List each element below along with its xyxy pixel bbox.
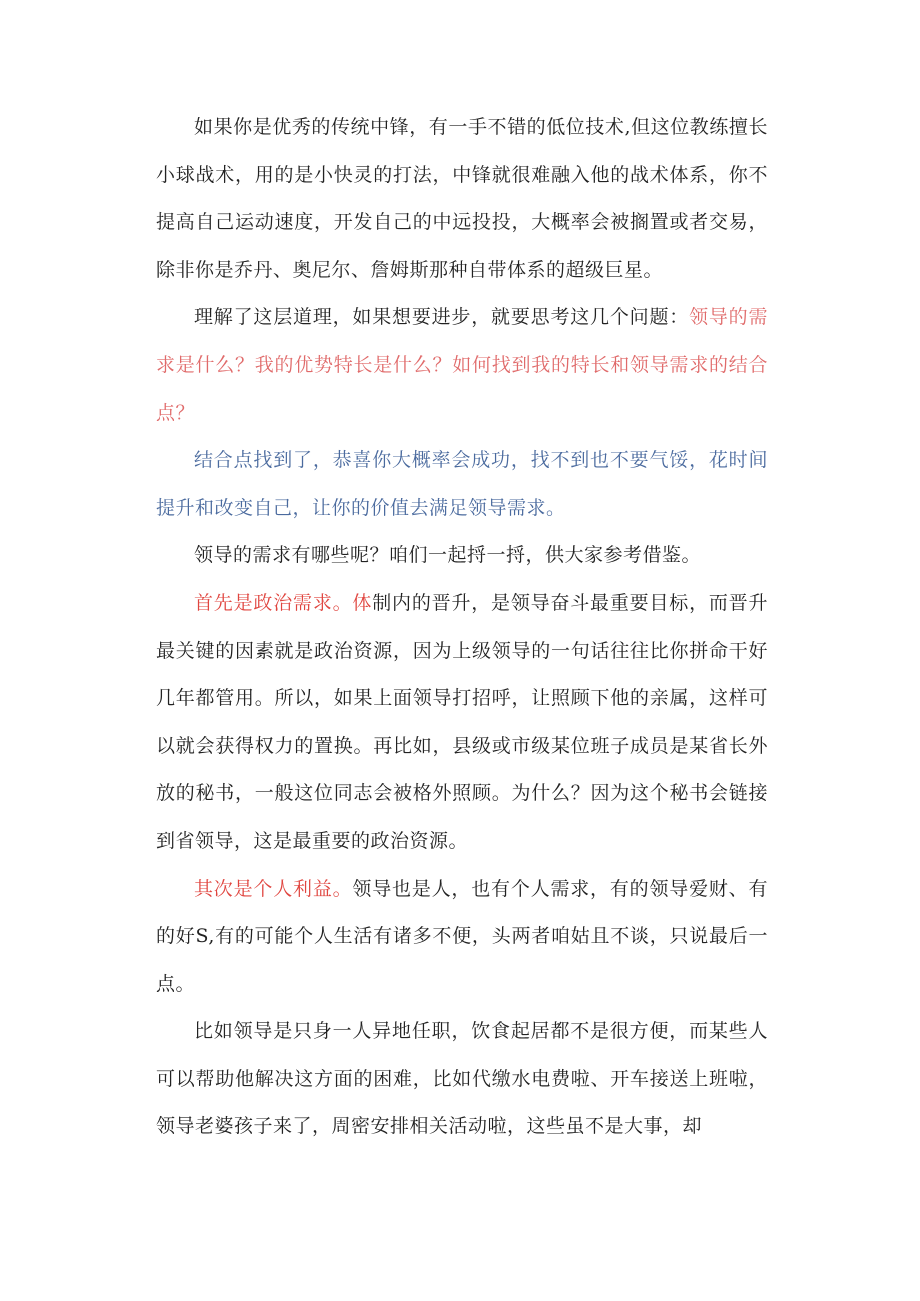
paragraph-blue-encouragement — [156, 437, 768, 532]
paragraph-text: 领导的需求有哪些呢？咱们一起捋一捋，供大家参考借鉴。 — [194, 544, 702, 567]
paragraph-questions — [156, 294, 768, 437]
paragraph-text: 理解了这层道理，如果想要进步，就要思考这几个问题： — [194, 306, 690, 329]
paragraph-text: 比如领导是只身一人异地任职，饮食起居都不是很方便，而某些人可以帮助他解决这方面的困难，比如代缴水电费啦、开车接送上班啦，领导老婆孩子来了，周密安排相关活动啦，这些虽不是大事，却 — [156, 1020, 768, 1138]
highlighted-questions: 领导的需求是什么？我的优势特长是什么？如何找到我的特长和领导需求的结合点？ — [156, 306, 768, 424]
paragraph-text: 领导也是人，也有个人需求，有的领导爱财、有的好S,有的可能个人生活有诸多不便，头两者咱姑且不谈，只说最后一点。 — [156, 877, 768, 995]
paragraph-text: 结合点找到了，恭喜你大概率会成功，找不到也不要气馁，花时间提升和改变自己，让你的价值去满足领导需求。 — [156, 449, 768, 519]
paragraph-text: 制内的晋升，是领导奋斗最重要目标，而晋升最关键的因素就是政治资源，因为上级领导的一句话往往比你拼命干好几年都管用。所以，如果上面领导打招呼，让照顾下他的亲属，这样可以就会获得权力的置换。再比如，县级或市级某位班子成员是某省长外放的秘书，一般这位同志会被格外照顾。为什么？因为这个秘书会链接到省领导，这是最重要的政治资源。 — [156, 591, 768, 852]
paragraph-intro-needs — [156, 532, 768, 580]
heading-personal-interests: 其次是个人利益。 — [194, 877, 353, 900]
paragraph-personal-interests — [156, 866, 768, 1009]
paragraph-text: 如果你是优秀的传统中锋，有一手不错的低位技术,但这位教练擅长小球战术，用的是小快灵的打法，中锋就很难融入他的战术体系，你不提高自己运动速度，开发自己的中远投投，大概率会被搁置或者交易，除非你是乔丹、奥尼尔、詹姆斯那种自带体系的超级巨星。 — [156, 116, 768, 281]
paragraph-example-help — [156, 1008, 768, 1151]
paragraph-political-needs — [156, 580, 768, 866]
document-page — [156, 104, 768, 1151]
paragraph-center-analogy — [156, 104, 768, 294]
heading-political-needs: 首先是政治需求。体 — [194, 591, 373, 614]
